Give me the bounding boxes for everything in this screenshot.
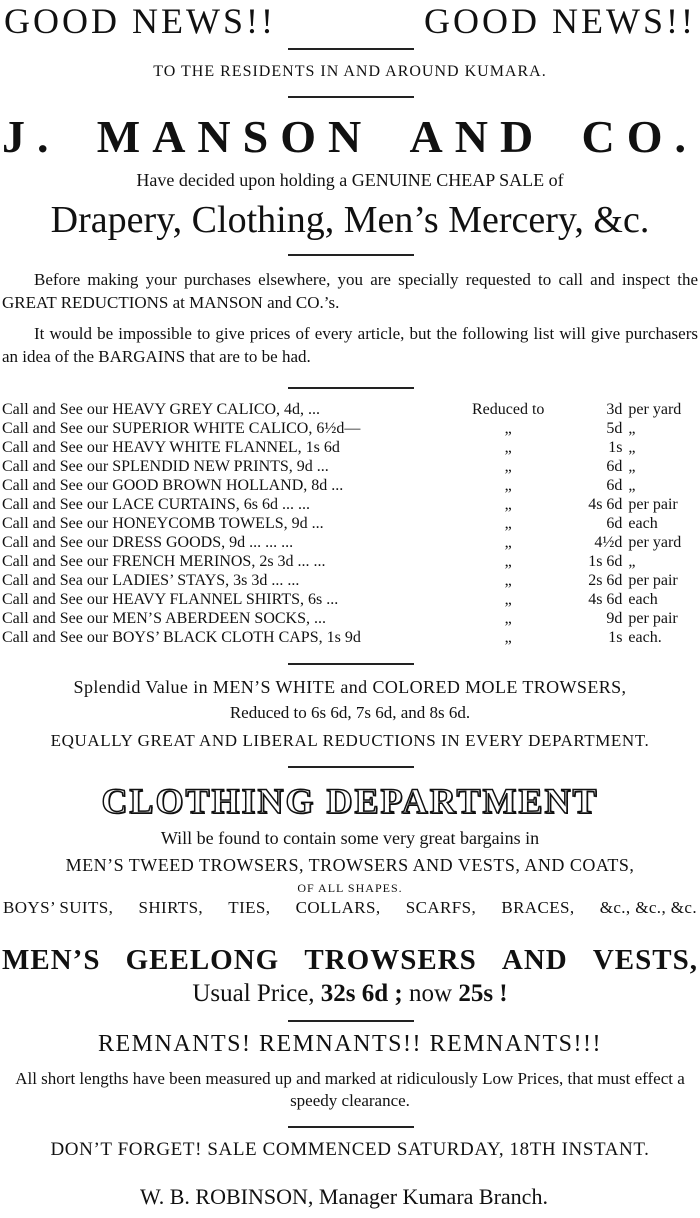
geelong-word: AND xyxy=(501,944,568,976)
geelong-heading xyxy=(0,944,700,977)
firm-name xyxy=(0,110,700,163)
unit: per yard xyxy=(628,401,682,418)
sale-price: 4s 6d xyxy=(588,496,623,513)
intro-paragraph-2: It would be impossible to give prices of every article, but the following list will give purchasers an idea of the BARGAINS that are to be had. xyxy=(2,324,698,366)
reduced-to: „ xyxy=(504,629,512,646)
unit: per pair xyxy=(628,496,678,513)
reduced-to: Reduced to xyxy=(472,401,545,418)
price-row xyxy=(2,628,696,647)
reduced-to: „ xyxy=(504,496,512,513)
price-row xyxy=(2,514,696,533)
residents-line: TO THE RESIDENTS IN AND AROUND KUMARA. xyxy=(153,63,547,80)
item-description: Call and See our SUPERIOR WHITE CALICO, 6½d— xyxy=(2,420,361,437)
all-shapes-line: OF ALL SHAPES. xyxy=(297,881,403,895)
boys-item: &c., &c., &c. xyxy=(599,898,697,917)
price-row xyxy=(2,533,696,552)
price-row xyxy=(2,609,696,628)
reduced-to: „ xyxy=(504,591,512,608)
remnants-heading: REMNANTS! REMNANTS!! REMNANTS!!! xyxy=(98,1031,602,1057)
unit: per yard xyxy=(628,534,682,551)
sale-price: 5d xyxy=(606,420,623,437)
dont-forget-line: DON’T FORGET! SALE COMMENCED SATURDAY, 18TH INSTANT. xyxy=(50,1139,650,1160)
sale-price: 1s xyxy=(608,439,623,456)
unit: „ xyxy=(628,458,636,475)
price-row xyxy=(2,457,696,476)
boys-item: BOYS’ SUITS, xyxy=(3,898,114,917)
headline-right: GOOD NEWS!! xyxy=(424,1,696,41)
divider xyxy=(288,1126,414,1128)
mole-prices: Reduced to 6s 6d, 7s 6d, and 8s 6d. xyxy=(229,703,471,722)
divider xyxy=(288,387,414,389)
item-description: Call and See our FRENCH MERINOS, 2s 3d ... ... xyxy=(2,553,326,570)
equally-line: EQUALLY GREAT AND LIBERAL REDUCTIONS IN EVERY DEPARTMENT. xyxy=(50,731,650,750)
price-row xyxy=(2,571,696,590)
price-row xyxy=(2,400,696,419)
headline-left: GOOD NEWS!! xyxy=(4,1,276,41)
firm-word: MANSON xyxy=(96,111,374,162)
unit: each. xyxy=(628,629,662,646)
decided-line: Have decided upon holding a GENUINE CHEAP SALE of xyxy=(136,170,564,190)
item-description: Call and See our SPLENDID NEW PRINTS, 9d ... xyxy=(2,458,329,475)
reduced-to: „ xyxy=(504,515,512,532)
unit: each xyxy=(628,515,658,532)
unit: „ xyxy=(628,420,636,437)
item-description: Call and See our MEN’S ABERDEEN SOCKS, ... xyxy=(2,610,326,627)
item-description: Call and See our GOOD BROWN HOLLAND, 8d ... xyxy=(2,477,344,494)
boys-item: SCARFS, xyxy=(405,898,477,917)
unit: per pair xyxy=(628,610,678,627)
unit: „ xyxy=(628,477,636,494)
sale-price: 6d xyxy=(606,477,623,494)
item-description: Call and See our DRESS GOODS, 9d ... ... ... xyxy=(2,534,294,551)
reduced-to: „ xyxy=(504,572,512,589)
signature: W. B. ROBINSON, Manager Kumara Branch. xyxy=(140,1184,548,1209)
item-description: Call and See our HEAVY FLANNEL SHIRTS, 6s ... xyxy=(2,591,339,608)
usual-prefix: Usual Price, xyxy=(192,980,315,1007)
boys-items-line xyxy=(0,898,700,918)
geelong-word: VESTS, xyxy=(592,944,698,976)
short-lengths-paragraph: All short lengths have been measured up and marked at ridiculously Low Prices, that must effect a speedy clearance. xyxy=(15,1069,685,1110)
price-list xyxy=(2,400,696,647)
sale-price: 2s 6d xyxy=(588,572,623,589)
firm-word: J. xyxy=(2,111,61,162)
sale-price: 9d xyxy=(606,610,623,627)
boys-item: TIES, xyxy=(228,898,271,917)
item-description: Call and See our BOYS’ BLACK CLOTH CAPS, 1s 9d xyxy=(2,629,361,646)
sale-price: 1s 6d xyxy=(588,553,623,570)
unit: „ xyxy=(628,439,636,456)
geelong-word: MEN’S xyxy=(2,944,101,976)
usual-price-line xyxy=(0,980,700,1008)
sale-price: 1s xyxy=(608,629,623,646)
divider xyxy=(288,663,414,665)
price-row xyxy=(2,590,696,609)
geelong-word: GEELONG xyxy=(125,944,280,976)
mens-tweed-line: MEN’S TWEED TROWSERS, TROWSERS AND VESTS, AND COATS, xyxy=(65,855,635,875)
will-be-line: Will be found to contain some very great bargains in xyxy=(160,828,540,848)
reduced-to: „ xyxy=(504,534,512,551)
item-description: Call and See our LACE CURTAINS, 6s 6d ... ... xyxy=(2,496,310,513)
item-description: Call and See our HONEYCOMB TOWELS, 9d ... xyxy=(2,515,324,532)
reduced-to: „ xyxy=(504,439,512,456)
item-description: Call and See our HEAVY GREY CALICO, 4d, ... xyxy=(2,401,321,418)
firm-word: CO. xyxy=(581,111,698,162)
item-description: Call and Sea our LADIES’ STAYS, 3s 3d ... ... xyxy=(2,572,300,589)
sale-price: 6d xyxy=(606,515,623,532)
divider xyxy=(288,766,414,768)
price-row xyxy=(2,476,696,495)
unit: per pair xyxy=(628,572,678,589)
unit: „ xyxy=(628,553,636,570)
price-row xyxy=(2,495,696,514)
drapery-heading: Drapery, Clothing, Men’s Mercery, &c. xyxy=(50,199,650,241)
boys-item: BRACES, xyxy=(501,898,575,917)
reduced-to: „ xyxy=(504,553,512,570)
sale-price: 4s 6d xyxy=(588,591,623,608)
reduced-to: „ xyxy=(504,458,512,475)
sale-price: 3d xyxy=(606,401,623,418)
boys-item: SHIRTS, xyxy=(138,898,204,917)
splendid-line: Splendid Value in MEN’S WHITE and COLORED MOLE TROWSERS, xyxy=(73,677,627,697)
usual-price: 32s 6d ; xyxy=(320,980,403,1007)
divider xyxy=(288,254,414,256)
price-row xyxy=(2,438,696,457)
headline xyxy=(0,0,700,42)
sale-price: 6d xyxy=(606,458,623,475)
boys-item: COLLARS, xyxy=(295,898,381,917)
intro-paragraph-1: Before making your purchases elsewhere, you are specially requested to call and inspect the GREAT REDUCTIONS at MANSON and CO.’s. xyxy=(2,270,698,312)
divider xyxy=(288,96,414,98)
sale-price: 4½d xyxy=(594,534,623,551)
geelong-word: TROWSERS xyxy=(304,944,477,976)
reduced-to: „ xyxy=(504,610,512,627)
unit: each xyxy=(628,591,658,608)
price-row xyxy=(2,552,696,571)
divider xyxy=(288,48,414,50)
now-label: now xyxy=(409,980,453,1007)
clothing-department-heading: CLOTHING DEPARTMENT xyxy=(101,781,599,821)
item-description: Call and See our HEAVY WHITE FLANNEL, 1s 6d xyxy=(2,439,340,456)
price-row xyxy=(2,419,696,438)
divider xyxy=(288,1020,414,1022)
new-price: 25s ! xyxy=(458,980,508,1007)
reduced-to: „ xyxy=(504,477,512,494)
firm-word: AND xyxy=(409,111,546,162)
reduced-to: „ xyxy=(504,420,512,437)
